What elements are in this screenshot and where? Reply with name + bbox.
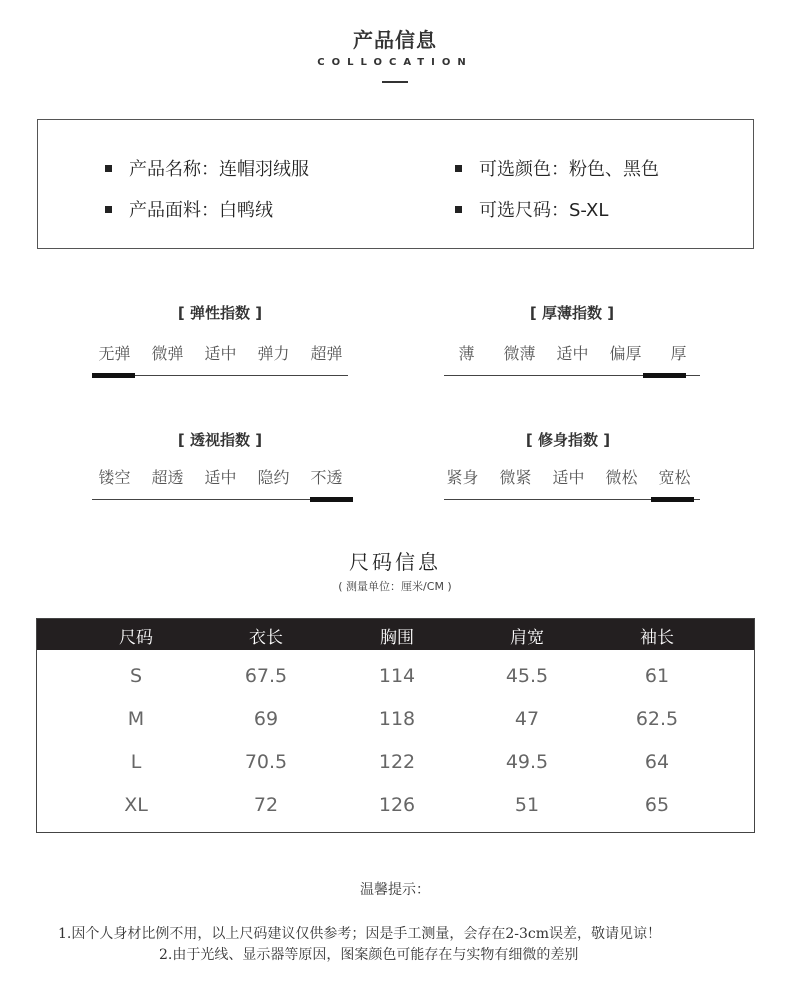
index-label: 弹力	[257, 344, 290, 363]
index-selected-marker	[651, 497, 694, 502]
table-cell: 64	[644, 751, 670, 773]
info-text: 可选颜色：粉色、黑色	[479, 159, 659, 180]
index-label: 厚	[670, 344, 687, 363]
tips-title: 温馨提示：	[360, 882, 430, 898]
index-labels	[440, 465, 697, 488]
index-labels	[92, 341, 349, 364]
table-cell: 51	[514, 794, 540, 816]
product-info-box	[37, 119, 754, 249]
bullet-icon	[455, 165, 462, 172]
section-title-size-info: 尺码信息	[349, 550, 441, 574]
index-label: 微弹	[151, 344, 184, 363]
table-cell: S	[129, 665, 143, 687]
index-selected-marker	[92, 373, 135, 378]
bullet-icon	[455, 206, 462, 213]
title-divider	[382, 81, 408, 83]
index-label: 适中	[204, 468, 237, 487]
info-text: 可选尺码：S-XL	[479, 200, 609, 221]
table-cell: XL	[124, 794, 148, 816]
index-label: 隐约	[257, 468, 290, 487]
table-cell: L	[130, 751, 142, 773]
index-label: 薄	[458, 344, 475, 363]
bullet-icon	[105, 206, 112, 213]
section-title-product-info: 产品信息	[353, 28, 437, 52]
table-cell: 114	[378, 665, 416, 687]
index-title: [ 透视指数 ]	[177, 431, 263, 449]
index-labels	[444, 341, 701, 364]
info-text: 产品面料：白鸭绒	[129, 200, 273, 221]
index-label: 微紧	[499, 468, 532, 487]
size-table	[36, 618, 755, 833]
index-label: 紧身	[446, 468, 479, 487]
bullet-icon	[105, 165, 112, 172]
info-item-sizes	[455, 196, 608, 222]
table-header-cell: 衣长	[249, 628, 283, 648]
table-header-row	[37, 619, 754, 650]
table-cell: M	[127, 708, 145, 730]
tips-line-1: 1.因个人身材比例不用，以上尺码建议仅供参考；因是手工测量，会存在2-3cm误差，敬请见谅！	[58, 926, 662, 942]
index-label: 宽松	[658, 468, 691, 487]
info-item-name	[105, 155, 309, 181]
table-cell: 47	[514, 708, 540, 730]
table-cell: 118	[378, 708, 416, 730]
table-header-cell: 胸围	[380, 628, 414, 648]
index-label: 超弹	[310, 344, 343, 363]
table-cell: 45.5	[505, 665, 549, 687]
index-label: 偏厚	[609, 344, 642, 363]
index-labels	[92, 465, 349, 488]
index-label: 微松	[605, 468, 638, 487]
index-label: 超透	[151, 468, 184, 487]
tips-line-2: 2.由于光线、显示器等原因，图案颜色可能存在与实物有细微的差别	[159, 947, 579, 963]
index-label: 不透	[310, 468, 343, 487]
table-header-cell: 肩宽	[510, 628, 544, 648]
table-cell: 61	[644, 665, 670, 687]
index-label: 适中	[552, 468, 585, 487]
table-cell: 65	[644, 794, 670, 816]
table-cell: 122	[378, 751, 416, 773]
table-header-cell: 袖长	[640, 628, 674, 648]
table-cell: 49.5	[505, 751, 549, 773]
index-label: 适中	[204, 344, 237, 363]
index-label: 镂空	[98, 468, 131, 487]
index-selected-marker	[310, 497, 353, 502]
index-title: [ 厚薄指数 ]	[529, 304, 615, 322]
index-label: 微薄	[503, 344, 536, 363]
section-subtitle: COLLOCATION	[317, 57, 473, 68]
index-title: [ 弹性指数 ]	[177, 304, 263, 322]
index-selected-marker	[643, 373, 686, 378]
table-cell: 67.5	[244, 665, 288, 687]
table-header-cell: 尺码	[119, 628, 153, 648]
index-title: [ 修身指数 ]	[525, 431, 611, 449]
index-label: 适中	[556, 344, 589, 363]
table-cell: 126	[378, 794, 416, 816]
table-cell: 62.5	[635, 708, 679, 730]
index-label: 无弹	[98, 344, 131, 363]
info-item-colors	[455, 155, 659, 181]
table-cell: 69	[253, 708, 279, 730]
size-unit-note: ( 测量单位：厘米/CM )	[338, 580, 452, 593]
table-cell: 72	[253, 794, 279, 816]
table-cell: 70.5	[244, 751, 288, 773]
info-item-fabric	[105, 196, 273, 222]
info-text: 产品名称：连帽羽绒服	[129, 159, 309, 180]
